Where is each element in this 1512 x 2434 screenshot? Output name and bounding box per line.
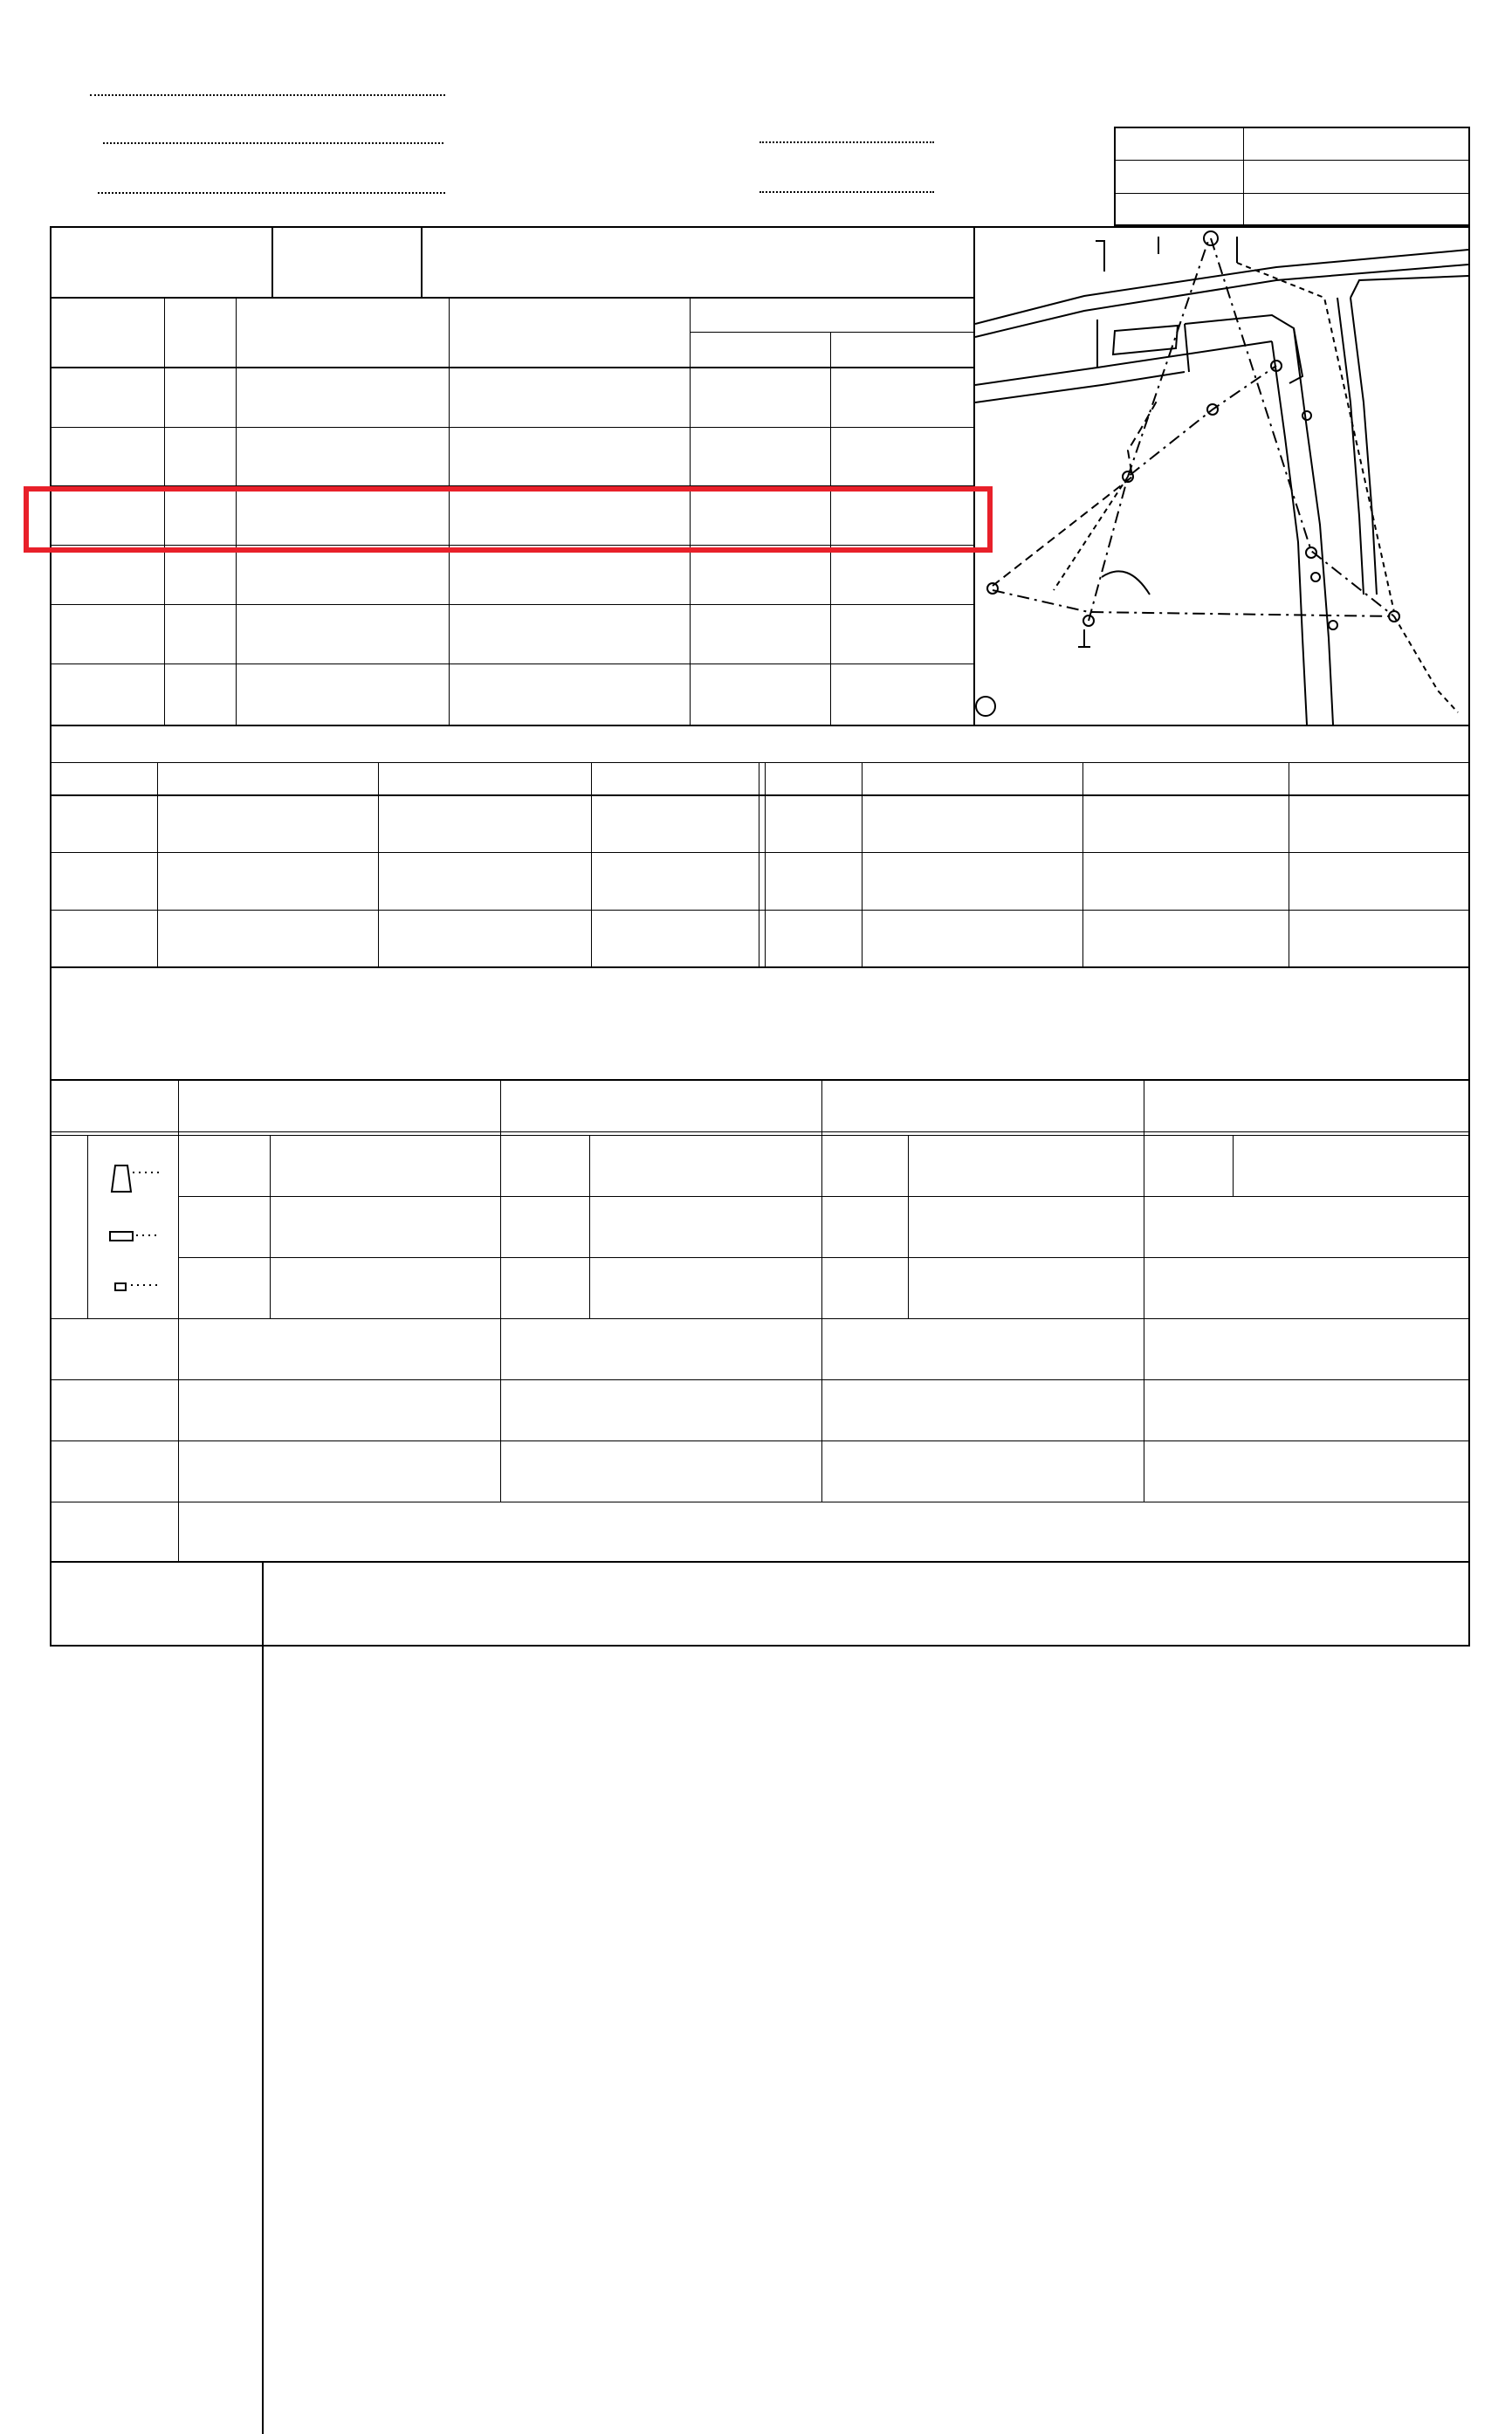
codes-box [1114,127,1470,226]
location-sketch [975,228,1468,725]
highlight-frame [24,486,993,553]
monument-icons [98,1157,168,1296]
